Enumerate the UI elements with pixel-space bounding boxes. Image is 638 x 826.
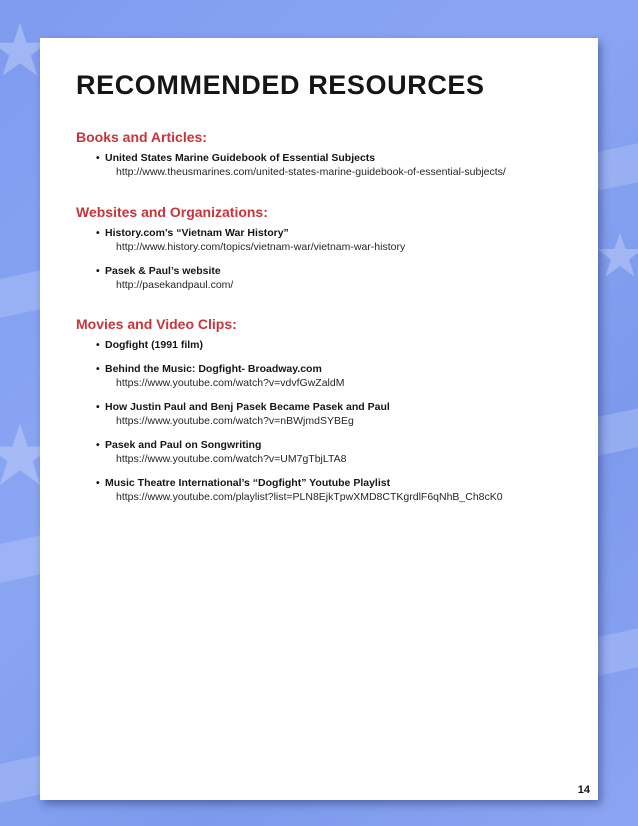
item-title: • Behind the Music: Dogfight- Broadway.com xyxy=(96,363,322,375)
item-title: • United States Marine Guidebook of Essential Subjects xyxy=(96,152,376,164)
page-title: RECOMMENDED RESOURCES xyxy=(76,70,485,100)
item-url[interactable]: http://www.history.com/topics/vietnam-war/vietnam-war-history xyxy=(116,241,406,253)
list-item xyxy=(96,476,503,504)
item-url[interactable]: http://www.theusmarines.com/united-states-marine-guidebook-of-essential-subjects/ xyxy=(116,166,506,178)
list-item xyxy=(96,338,503,352)
item-title: • Dogfight (1991 film) xyxy=(96,339,204,351)
list-item xyxy=(96,400,503,428)
section-websites-organizations xyxy=(76,204,405,292)
item-url[interactable]: http://pasekandpaul.com/ xyxy=(116,279,234,291)
item-title: • Music Theatre International’s “Dogfight” Youtube Playlist xyxy=(96,477,391,489)
section-heading: Movies and Video Clips: xyxy=(76,316,237,332)
item-title: • Pasek & Paul’s website xyxy=(96,265,221,277)
list-item xyxy=(96,438,503,466)
list-item xyxy=(96,264,405,292)
item-title: • Pasek and Paul on Songwriting xyxy=(96,439,262,451)
document-page xyxy=(40,38,598,800)
list-item xyxy=(96,151,506,179)
page-number: 14 xyxy=(577,784,590,796)
item-url[interactable]: https://www.youtube.com/watch?v=UM7gTbjLTA8 xyxy=(116,453,347,465)
item-title: • History.com’s “Vietnam War History” xyxy=(96,227,289,239)
section-movies-video-clips xyxy=(76,316,503,504)
item-url[interactable]: https://www.youtube.com/watch?v=nBWjmdSYBEg xyxy=(116,415,354,427)
item-url[interactable]: https://www.youtube.com/watch?v=vdvfGwZaldM xyxy=(116,377,345,389)
section-books-articles xyxy=(76,129,506,179)
item-title: • How Justin Paul and Benj Pasek Became Pasek and Paul xyxy=(96,401,390,413)
list-item xyxy=(96,226,405,254)
section-heading: Books and Articles: xyxy=(76,129,207,145)
star-icon xyxy=(595,230,638,280)
item-url[interactable]: https://www.youtube.com/playlist?list=PLN8EjkTpwXMD8CTKgrdlF6qNhB_Ch8cK0 xyxy=(116,491,503,503)
section-heading: Websites and Organizations: xyxy=(76,204,268,220)
list-item xyxy=(96,362,503,390)
